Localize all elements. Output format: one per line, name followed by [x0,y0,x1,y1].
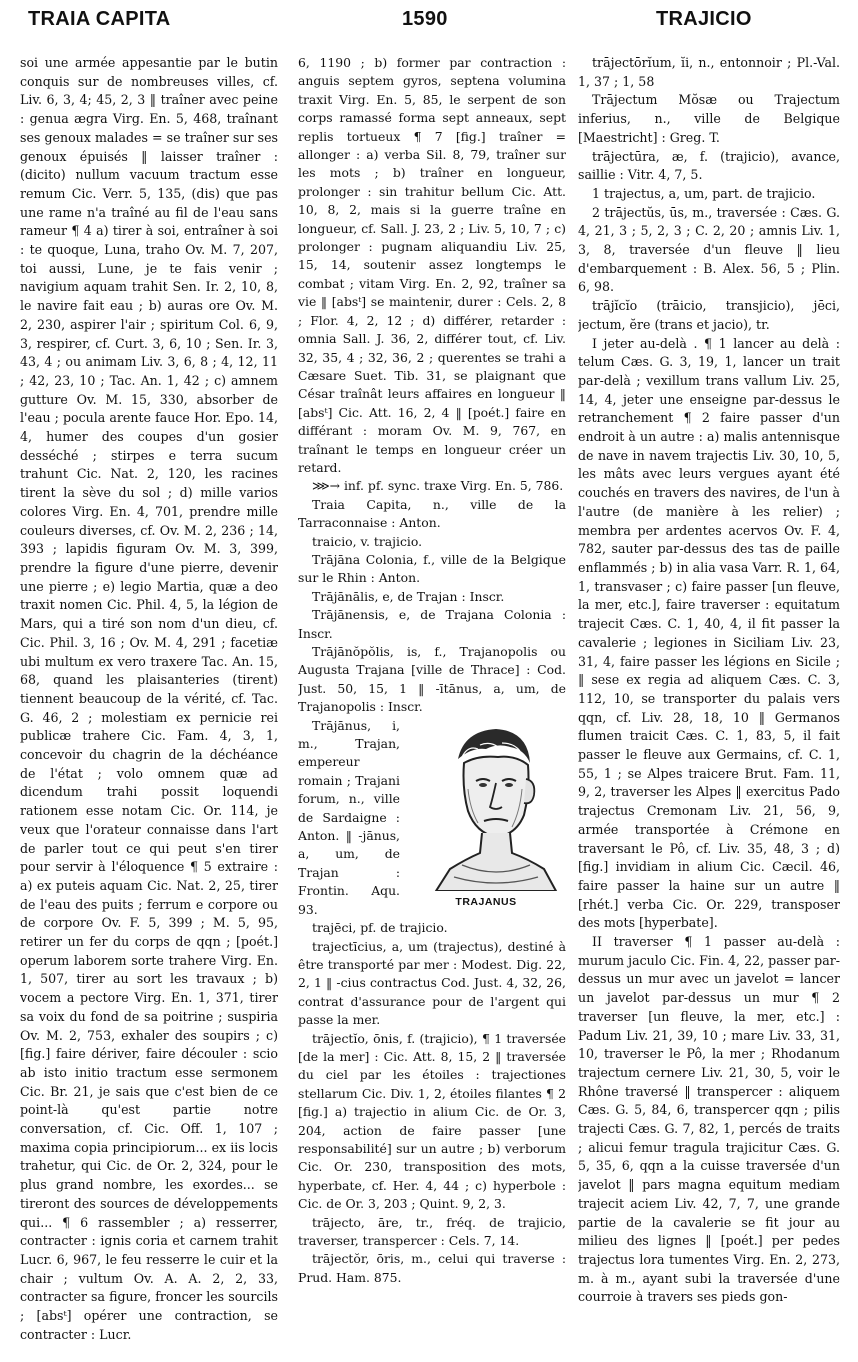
entry-trajeci: trajēci, pf. de trajicio. [312,920,448,936]
running-head-right: TRAJICIO [656,8,752,30]
entry-trajectus-2: 2 trājectŭs, ūs, m., traversée : Cæs. G. 4, 21, 3 ; 5, 2, 3 ; C. 2, 20 ; amnis Liv. 1, 3, 8, traversée d'un fleuve ‖ lieu d'embarquement : B. Alex. 56, 5 ; Plin. 6, 98. [578,204,840,295]
entry-trajanalis: Trājānālis, e, de Trajan : Inscr. [312,588,505,604]
entry-note: ⋙→ inf. pf. sync. traxe Virg. En. 5, 786. [312,478,564,494]
entry-trajecticius: trajectīcius, a, um (trajectus), destiné à être transporté par mer : Modest. Dig. 22, 2, 1 ‖ -cius contractus Cod. Just. 4, 32, 26, contrat d'assurance pour de l'argent qui passe la mer. [298,938,566,1028]
entry-trajectus-1: 1 trajectus, a, um, part. de trajicio. [592,185,816,201]
entry-trajanus: Trājānus, i, m., Trajan, empereur romain ; Trajani forum, n., ville de Sardaigne : Anton. ‖ -jānus, a, um, de Trajan : Frontin. Aqu. 93. [298,717,400,917]
entry-trajectum: Trājectum Mŏsæ ou Trajectum inferius, n., ville de Belgique [Maestricht] : Greg. T. [578,92,840,145]
entry-continuation: 6, 1190 ; b) former par contraction : anguis septem gyros, septena volumina traxit Virg. En. 5, 85, le serpent de son corps ramassé forma sept anneaux, sept replis tortueux ¶ 7 [fig.] traîner = allonger : a) verba Sil. 8, 79, traîner sur les mots ; b) traîner en longueur, prolonger : sin trahitur bellum Cic. Att. 10, 8, 2, mais si la guerre traîne en longueur, cf. Sall. J. 23, 2 ; Liv. 5, 10, 7 ; c) prolonger : pugnam aliquandiu Liv. 25, 15, 14, soutenir assez longtemps le combat ; vitam Virg. En. 2, 92, traîner sa vie ‖ [absᵗ] se maintenir, durer : Cels. 2, 8 ; Flor. 4, 2, 12 ; d) différer, retarder : omnia Sall. J. 36, 2, différer tout, cf. Liv. 32, 35, 4 ; 32, 36, 2 ; querentes se trahi a Cæsare Suet. Tib. 31, se plaignant que César traînât leurs affaires en longueur ‖ [absᵗ] Cic. Att. 16, 2, 4 ‖ [poét.] faire en différant : moram Ov. M. 9, 767, en traînant le temps en longueur créer un retard. [298,55,566,475]
column-right [578,54,840,1354]
entry-trajicio-sense-2: II traverser ¶ 1 passer au-delà : murum jaculo Cic. Fin. 4, 22, passer par-dessus un mur avec un javelot = lancer un javelot par-dessus un mur ¶ 2 traverser [un fleuve, la mer, etc.] : Padum Liv. 21, 39, 10 ; mare Liv. 33, 31, 10, traverser le Pô, la mer ; Rhodanum trajectum cernere Liv. 21, 30, 5, voir le Rhône traversé ‖ transpercer : aliquem Cæs. G. 5, 84, 6, transpercer qqn ; pilis trajecti Cæs. G. 7, 82, 1, percés de traits ; alicui femur tragula trajicitur Cæs. G. 5, 35, 6, qqn a la cuisse traversée d'un javelot ‖ pars magna equitum mediam trajecit aciem Liv. 42, 7, 7, une grande partie de la cavalerie se fit jour au milieu des lignes ‖ [poét.] per pedes trajectus lora tumentes Virg. En. 2, 273, m. à m., ayant subi la traversée d'une courroie à travers ses pieds gon- [578,934,840,1305]
trajan-bust-illustration [406,719,566,909]
entry-traicio: traicio, v. trajicio. [312,533,423,549]
trajan-portrait-icon [406,719,566,891]
bust-caption: TRAJANUS [455,895,517,908]
entry-trajecto: trājecto, āre, tr., fréq. de trajicio, traverser, transpercer : Cels. 7, 14. [298,1214,566,1248]
entry-trajector: trājectŏr, ōris, m., celui qui traverse : Prud. Ham. 875. [298,1251,566,1285]
entry-continuation: soi une armée appesantie par le butin conquis sur de nombreuses villes, cf. Liv. 6, 3, 4; 45, 2, 3 ‖ traîner avec peine : genua ægra Virg. En. 5, 468, traînant ses genoux malades = se traîner sur ses genoux épuisés ‖ laisser traîner : (dicito) nullum vacuum tractum esse remum Cic. Verr. 5, 135, (dis) que pas une rame n'a traîné au fil de l'eau sans rameur ¶ 4 a) tirer à soi, entraîner à soi : te quoque, Luna, traho Ov. M. 7, 207, toi aussi, Lune, je te fais venir ; navigium aquam trahit Sen. Ir. 2, 10, 8, le navire fait eau ; b) auras ore Ov. M. 2, 230, aspirer l'air ; spiritum Col. 6, 9, 3, respirer, cf. Curt. 3, 6, 10 ; Sen. Ir. 3, 43, 4 ; ou animam Liv. 3, 6, 8 ; 4, 12, 11 ; 42, 23, 10 ; Tac. An. 1, 42 ; c) amnem gutture Ov. M. 15, 330, absorber de l'eau ; pocula arente fauce Hor. Epo. 14, 4, humer des coupes d'un gosier desséché ; stirpes e terra sucum trahunt Cic. Nat. 2, 120, les racines tirent la sève du sol ; d) mille varios colores Virg. En. 4, 701, prendre mille couleurs diverses, cf. Ov. M. 2, 236 ; 14, 393 ; lapidis figuram Ov. M. 3, 399, prendre la figure d'une pierre, devenir une pierre ; e) legio Martia, quæ a deo traxit nomen Cic. Phil. 4, 5, la légion de Mars, qui a tiré son nom d'un dieu, cf. Cic. Phil. 3, 16 ; Ov. M. 4, 291 ; facetiæ ubi multum ex vero traxere Tac. An. 15, 68, quand les plaisanteries (tirent) tiennent beaucoup de la vérité, cf. Tac. G. 46, 2 ; molestiam ex pernicie rei publicæ trahere Cic. Fam. 4, 3, 1, concevoir du chagrin de la déchéance de l'état ; volo omnem quæ ad dicendum trahi possit loquendi rationem esse notam Cic. Or. 114, je veux que l'orateur connaisse dans l'art de parler tout ce qui peut s'en tirer pour servir à l'éloquence ¶ 5 extraire : a) ex puteis aquam Cic. Nat. 2, 25, tirer de l'eau des puits ; ferrum e corpore ou de corpore Ov. F. 5, 399 ; M. 5, 95, retirer un fer du corps de qqn ; [poét.] operum laborem sorte trahere Virg. En. 1, 507, tirer au sort les travaux ; b) vocem a pectore Virg. En. 1, 371, tirer sa voix du fond de sa poitrine ; suspiria Ov. M. 2, 753, exhaler des soupirs ; c) [fig.] faire dériver, faire découler : scio ab isto initio tractum esse sermonem Cic. Br. 21, je sais que c'est bien de ce point-là qu'est partie notre conversation, cf. Cic. Off. 1, 107 ; maxima copia principiorum... ex iis locis trahetur, qui Cic. de Or. 2, 324, pour le plus grand nombre, les exordes... se tireront des sources de développements qui... ¶ 6 rassembler ; a) resserrer, contracter : ignis coria et carnem trahit Lucr. 6, 967, le feu resserre le cuir et la chair ; vultum Ov. A. A. 2, 2, 33, contracter sa figure, froncer les sourcils ; [absᵗ] opérer une contraction, se contracter : Lucr. [20,55,278,1342]
column-left [20,54,278,1354]
entry-trajectio: trājectĭo, ōnis, f. (trajicio), ¶ 1 traversée [de la mer] : Cic. Att. 8, 15, 2 ‖ traversée du ciel par les étoiles : trajectiones stellarum Cic. Div. 1, 2, étoiles filantes ¶ 2 [fig.] a) trajectio in alium Cic. de Or. 3, 204, action de faire passer [une responsabilité] sur un autre ; b) verborum Cic. Or. 230, transposition des mots, hyperbate, cf. Her. 4, 44 ; c) hyperbole : Cic. de Or. 3, 203 ; Quint. 9, 2, 3. [298,1030,566,1212]
entry-trajicio: trājĭcĭo (trāicio, transjicio), jēci, jectum, ĕre (trans et jacio), tr. [578,298,840,332]
entry-trajectorium: trājectōrĭum, ĭi, n., entonnoir ; Pl.-Val. 1, 37 ; 1, 58 [578,55,840,89]
page-number: 1590 [402,8,448,30]
entry-trajanopolis: Trājānŏpŏlis, is, f., Trajanopolis ou Augusta Trajana [ville de Thrace] : Cod. Just. 50, 15, 1 ‖ -ītānus, a, um, de Trajanopolis : Inscr. [298,644,566,715]
entry-trajicio-sense-1: I jeter au-delà . ¶ 1 lancer au delà : telum Cæs. G. 3, 19, 1, lancer un trait par-delà ; vexillum trans vallum Liv. 25, 14, 4, jeter une enseigne par-dessus le retranchement ¶ 2 faire passer d'un endroit à un autre : a) malis antennisque de nave in navem trajectis Liv. 30, 10, 5, les mâts avec leurs vergues ayant été couchés en travers des navires, de l'un à l'autre (de manière à les relier) ; membra per ardentes acervos Ov. F. 4, 782, sauter par-dessus des tas de paille enflammés ; b) in alia vasa Varr. R. 1, 64, 1, transvaser ; c) faire passer [un fleuve, la mer, etc.], faire traverser : equitatum trajecit Cæs. C. 1, 40, 4, il fit passer la cavalerie ; legiones in Siciliam Liv. 23, 31, 4, faire passer les légions en Sicile ; ‖ sese ex regia ad aliquem Cæs. C. 3, 112, 10, se transporter du palais vers qqn, cf. Liv. 28, 18, 10 ‖ Germanos flumen traicit Cæs. C. 1, 83, 5, il fait passer le fleuve aux Germains, cf. C. 1, 55, 1 ; se Alpes traicere Brut. Fam. 11, 9, 2, traverser les Alpes ‖ exercitus Pado trajectus Cremonam Liv. 21, 56, 9, armée transportée à Crémone en traversant le Pô, cf. Liv. 35, 48, 3 ; d) [fig.] invidiam in alium Cic. Cæcil. 46, faire passer la haine sur un autre ‖ [rhét.] verba Cic. Or. 229, transposer des mots [hyperbate]. [578,335,840,931]
entry-trajectura: trājectūra, æ, f. (trajicio), avance, saillie : Vitr. 4, 7, 5. [578,148,840,183]
entry-trajanensis: Trājānensis, e, de Trajana Colonia : Inscr. [298,607,566,641]
column-middle [298,54,566,1354]
entry-traia-capita: Traia Capita, n., ville de la Tarraconnaise : Anton. [298,496,566,531]
entry-trajana-colonia: Trājāna Colonia, f., ville de la Belgique sur le Rhin : Anton. [298,551,566,586]
running-head-left: TRAIA CAPITA [28,8,171,30]
